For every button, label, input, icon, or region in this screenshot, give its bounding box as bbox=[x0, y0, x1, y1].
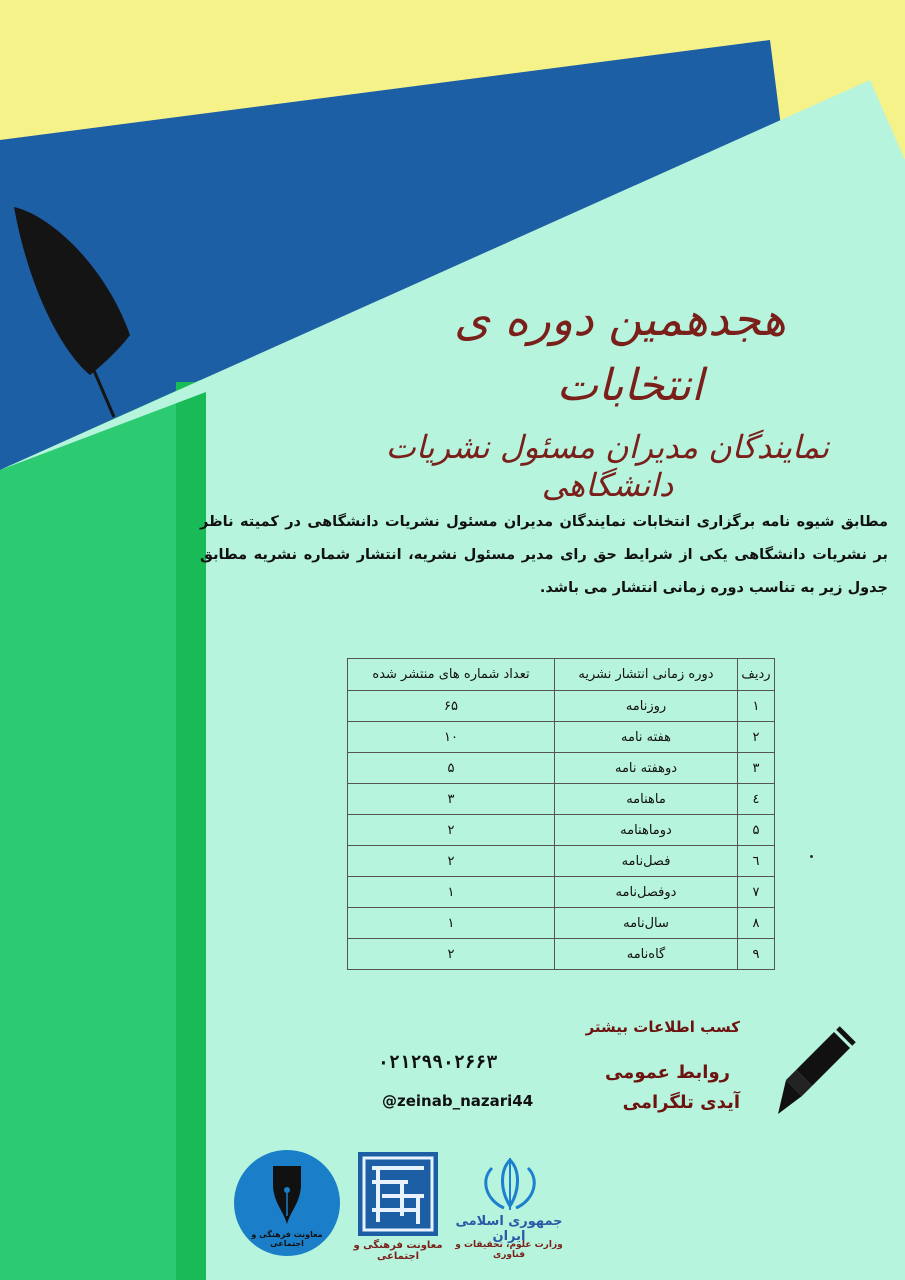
cell-period: ماهنامه bbox=[555, 784, 738, 815]
cell-row: ۸ bbox=[738, 908, 775, 939]
cell-period: روزنامه bbox=[555, 691, 738, 722]
cell-row: ۲ bbox=[738, 722, 775, 753]
telegram-id-label: آیدی تلگرامی bbox=[622, 1092, 740, 1113]
university-caption: معاونت فرهنگی و اجتماعی bbox=[353, 1240, 443, 1262]
cell-count: ۲ bbox=[348, 939, 555, 970]
cell-period: سال‌نامه bbox=[555, 908, 738, 939]
cell-period: گاه‌نامه bbox=[555, 939, 738, 970]
cell-row: ٦ bbox=[738, 846, 775, 877]
body-paragraph: مطابق شیوه نامه برگزاری انتخابات نمایندگان مدیران مسئول نشریات دانشگاهی در کمیته ناظر بر نشریات دانشگاهی یکی از شرایط حق رای مدیر مسئول نشریه، انتشار شماره نشریه مطابق جدول زیر به تناسب دوره زمانی انتشار می باشد. bbox=[200, 514, 888, 596]
cell-count: ۱ bbox=[348, 908, 555, 939]
iran-emblem-icon bbox=[478, 1156, 542, 1212]
table-header-row bbox=[348, 659, 775, 691]
telegram-handle[interactable]: @zeinab_nazari44 bbox=[382, 1092, 534, 1110]
public-relations-label: روابط عمومی bbox=[604, 1062, 730, 1083]
title-line-3: نمایندگان مدیران مسئول نشریات دانشگاهی bbox=[385, 428, 830, 504]
republic-caption: جمهوری اسلامی ایران bbox=[455, 1214, 563, 1244]
table-row bbox=[348, 753, 775, 784]
table-row bbox=[348, 846, 775, 877]
header-row-number: ردیف bbox=[738, 659, 775, 691]
cell-row: ٤ bbox=[738, 784, 775, 815]
table-row bbox=[348, 908, 775, 939]
cell-count: ۲ bbox=[348, 815, 555, 846]
cell-period: هفته نامه bbox=[555, 722, 738, 753]
table-row bbox=[348, 939, 775, 970]
cell-row: ۷ bbox=[738, 877, 775, 908]
publication-table bbox=[347, 658, 775, 970]
pen-circle-caption: معاونت فرهنگی و اجتماعی bbox=[251, 1230, 323, 1248]
cell-count: ۱ bbox=[348, 877, 555, 908]
contact-heading: کسب اطلاعات بیشتر bbox=[585, 1018, 740, 1036]
title-line-1: هجدهمین دوره ی bbox=[453, 292, 787, 346]
cell-count: ۱۰ bbox=[348, 722, 555, 753]
table-row bbox=[348, 691, 775, 722]
feather-quill-icon bbox=[10, 205, 140, 420]
cell-row: ۵ bbox=[738, 815, 775, 846]
cell-count: ۳ bbox=[348, 784, 555, 815]
table-row bbox=[348, 815, 775, 846]
cell-row: ۹ bbox=[738, 939, 775, 970]
university-logo bbox=[358, 1152, 438, 1236]
stray-dot bbox=[810, 855, 813, 858]
table-row bbox=[348, 877, 775, 908]
cell-row: ۱ bbox=[738, 691, 775, 722]
nib-icon bbox=[267, 1164, 307, 1226]
pen-circle-logo bbox=[234, 1150, 340, 1256]
header-count: تعداد شماره های منتشر شده bbox=[348, 659, 555, 691]
cell-count: ۶۵ bbox=[348, 691, 555, 722]
cell-period: دوماهنامه bbox=[555, 815, 738, 846]
title-line-2: انتخابات bbox=[556, 360, 704, 411]
cell-period: فصل‌نامه bbox=[555, 846, 738, 877]
table-row bbox=[348, 784, 775, 815]
phone-number[interactable]: ۰۲۱۲۹۹۰۲۶۶۳ bbox=[378, 1052, 498, 1073]
cell-count: ۵ bbox=[348, 753, 555, 784]
cell-count: ۲ bbox=[348, 846, 555, 877]
university-seal-icon bbox=[358, 1152, 438, 1236]
fountain-pen-icon bbox=[772, 1026, 856, 1118]
cell-period: دوفصل‌نامه bbox=[555, 877, 738, 908]
cell-row: ۳ bbox=[738, 753, 775, 784]
ministry-caption: وزارت علوم، تحقیقات و فناوری bbox=[455, 1240, 563, 1260]
table-row bbox=[348, 722, 775, 753]
header-period: دوره زمانی انتشار نشریه bbox=[555, 659, 738, 691]
cell-period: دوهفته نامه bbox=[555, 753, 738, 784]
